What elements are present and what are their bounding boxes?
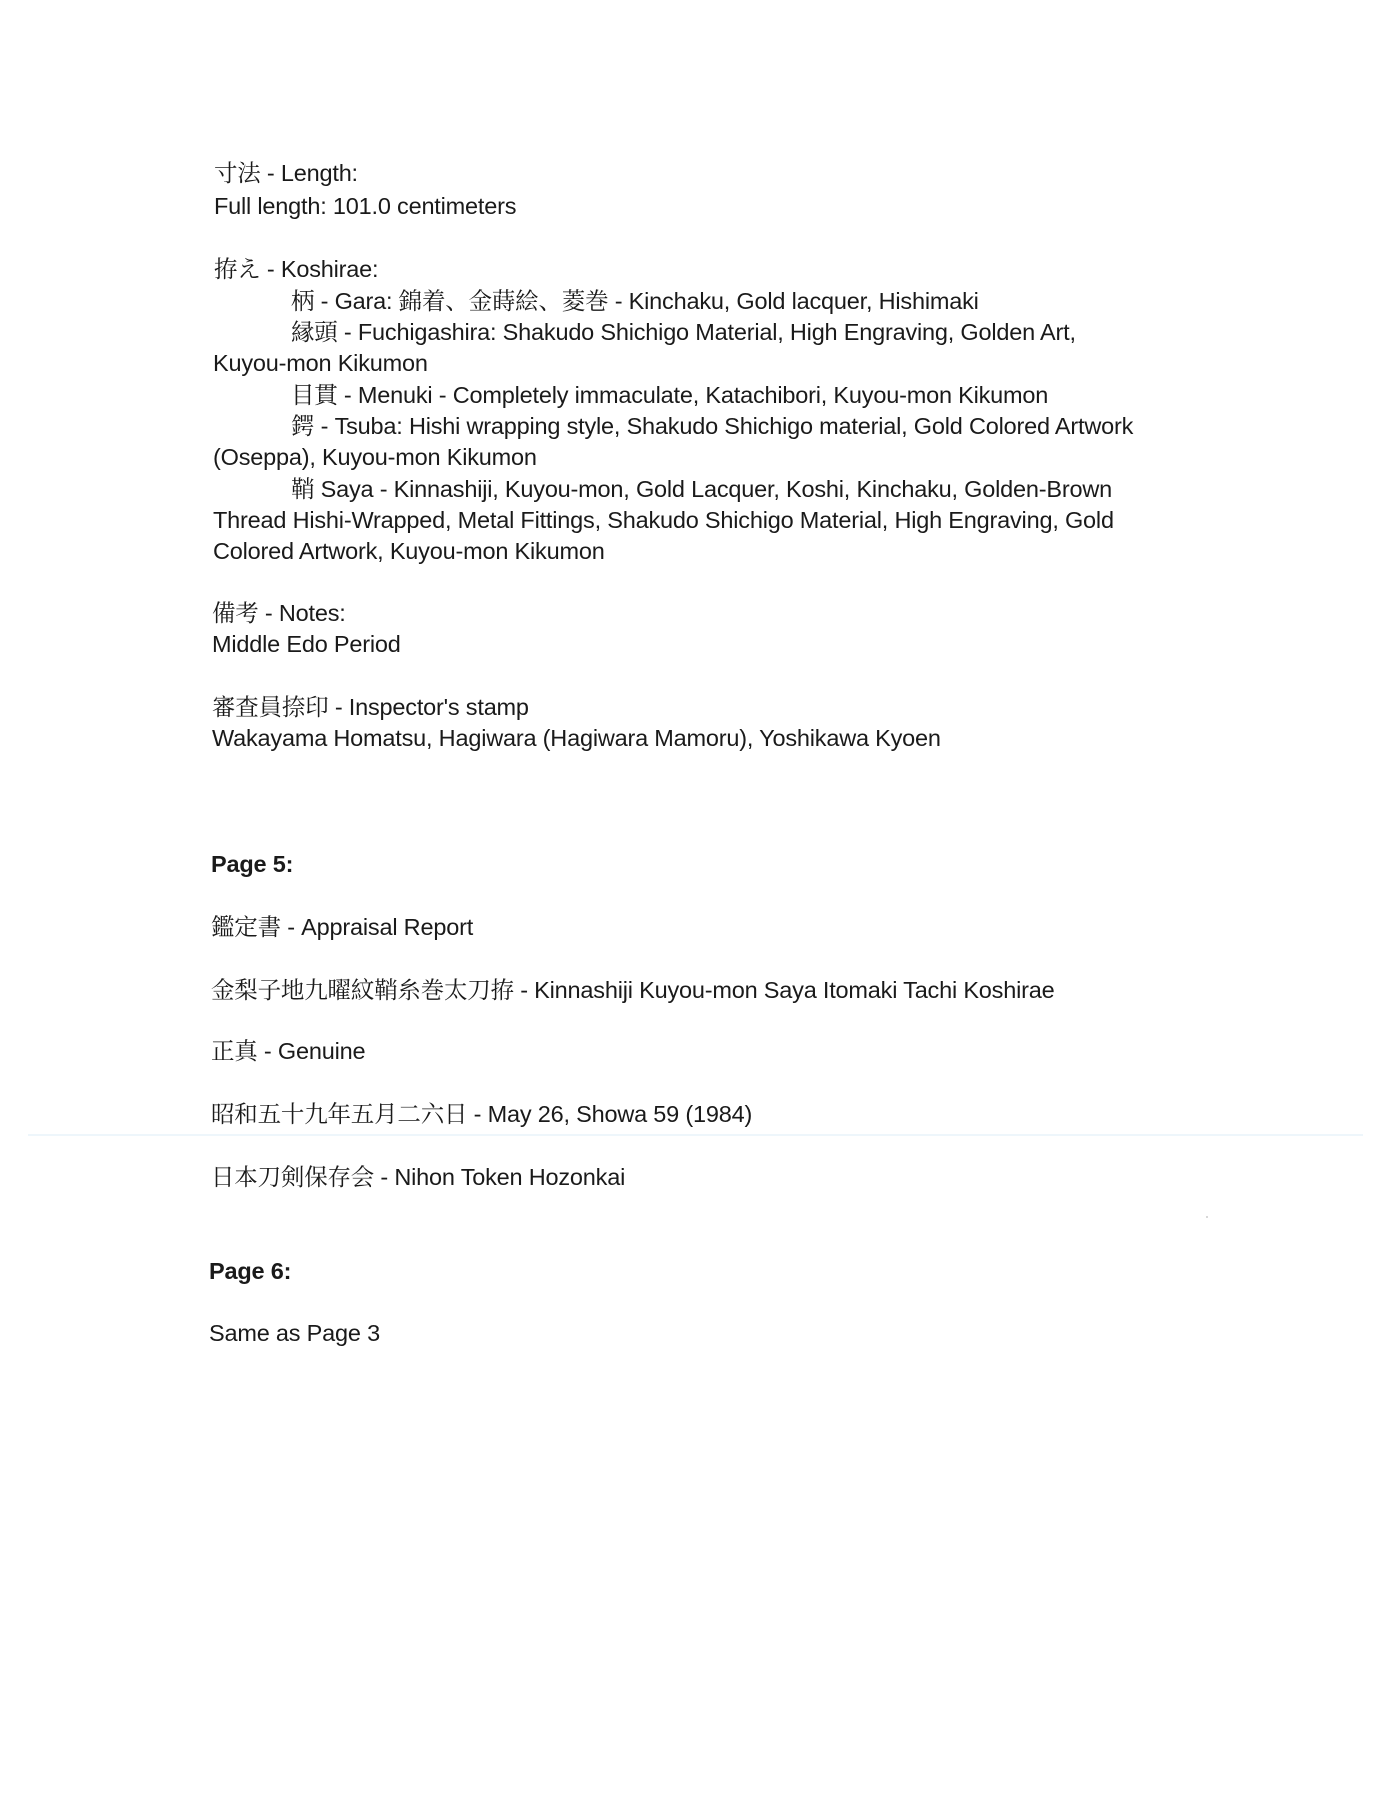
inspector-heading: 審査員捺印 - Inspector's stamp [212,694,529,720]
koshirae-item-text: 金梨子地九曜紋鞘糸巻太刀拵 - Kinnashiji Kuyou-mon Saya Itomaki Tachi Koshirae [211,977,1055,1003]
length-heading: 寸法 - Length: [214,160,358,186]
koshirae-heading: 拵え - Koshirae: [214,256,379,282]
inspector-names: Wakayama Homatsu, Hagiwara (Hagiwara Mamoru), Yoshikawa Kyoen [212,725,941,751]
notes-text: Middle Edo Period [212,631,401,657]
page6-heading: Page 6: [209,1258,292,1284]
appraisal-report-text: 鑑定書 - Appraisal Report [211,914,474,940]
scan-artifact-line [28,1134,1363,1136]
fuchigashira-text-line2: Kuyou-mon Kikumon [213,350,428,376]
organization-text: 日本刀剣保存会 - Nihon Token Hozonkai [211,1164,626,1190]
full-length-text: Full length: 101.0 centimeters [214,193,517,219]
scan-speck [1206,1216,1208,1218]
notes-heading: 備考 - Notes: [212,600,346,626]
saya-text-line2: Thread Hishi-Wrapped, Metal Fittings, Shakudo Shichigo Material, High Engraving, Gold [213,507,1114,533]
page5-heading: Page 5: [211,851,294,877]
page6-text: Same as Page 3 [209,1320,380,1346]
saya-text-line1: 鞘 Saya - Kinnashiji, Kuyou-mon, Gold Lacquer, Koshi, Kinchaku, Golden-Brown [291,476,1112,502]
tsuba-text-line2: (Oseppa), Kuyou-mon Kikumon [213,444,537,470]
saya-text-line3: Colored Artwork, Kuyou-mon Kikumon [213,538,605,564]
menuki-text: 目貫 - Menuki - Completely immaculate, Katachibori, Kuyou-mon Kikumon [291,382,1049,408]
genuine-text: 正真 - Genuine [211,1038,366,1064]
date-text: 昭和五十九年五月二六日 - May 26, Showa 59 (1984) [211,1101,753,1127]
gara-text: 柄 - Gara: 錦着、金蒔絵、菱巻 - Kinchaku, Gold lacquer, Hishimaki [291,288,979,314]
fuchigashira-text-line1: 縁頭 - Fuchigashira: Shakudo Shichigo Material, High Engraving, Golden Art, [291,319,1076,345]
tsuba-text-line1: 鍔 - Tsuba: Hishi wrapping style, Shakudo Shichigo material, Gold Colored Artwork [291,413,1134,439]
